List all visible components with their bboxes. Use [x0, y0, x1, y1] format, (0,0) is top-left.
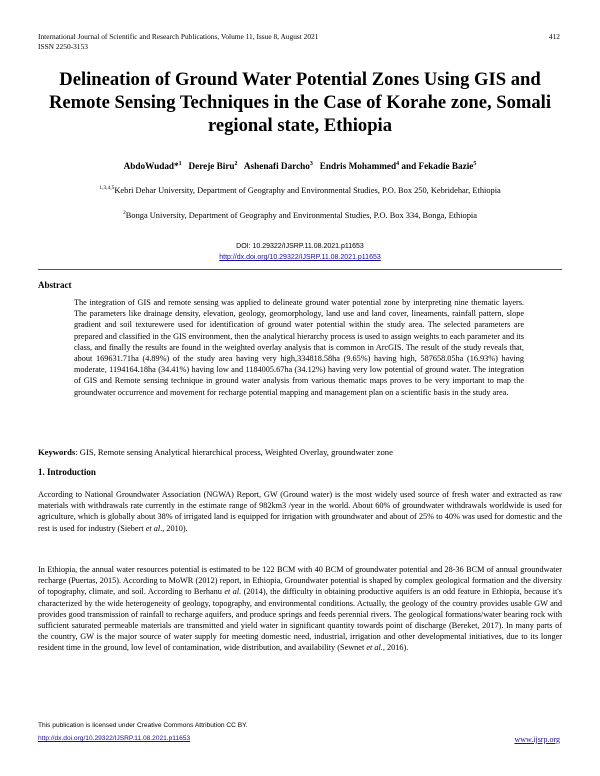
text-run: (2014), the difficulty in obtaining productive aquifers is an odd feature in Ethiopia, because it's characterized by the wide heterogeneity of geology, topography, and environmental conditions. Actually, the geology of the country provides usable GW and provides good transmission of rainfall to recharge aquifers, and produce springs and feeds perennial rivers. The geological formations/water bearing rock with sufficient saturated permeable materials are transmitted and yield water in significant quantity towards point of discharge (Bereket, 2017). In many parts of the country, GW is the major source of water supply for meeting domestic need, industrial, irrigation and other developmental initiatives, due to its longer resident time in the ground, low level of contamination, wide distribution, and availability (Sewnet [38, 587, 562, 653]
text-run: , 2016). [382, 643, 409, 653]
affiliation-sup: 2 [123, 210, 126, 216]
page-number: 412 [548, 32, 560, 41]
author-sup: 1 [178, 161, 182, 167]
abstract-text: The integration of GIS and remote sensing was applied to delineate ground water potential zone by interpreting nine thematic layers. The parameters like drainage density, elevation, geology, geomorphology, land use and land cover, lineaments, rainfall pattern, slope gradient and soil texturewere used for identification of ground water potential within the study area. The selected parameters are prepared and classified in the GIS environment, then the analytical hierarchy process is used to assign weights to each parameter and its class, and finally the results are found in the weighted overlay analysis that is common in ArcGIS. The result of the study reveals that, about 169631.71ha (4.89%) of the study area having very high,334818.58ha (9.65%) having high, 587658.05ha (16.93%) having moderate, 1194164.18ha (34.41%) having low and 1184005.67ha (34.12%) having very low potential of ground water. The integration of GIS and Remote sensing technique in ground water analysis from various thematic maps proves to be very important to map the groundwater occurrence and movement for recharge potential mapping and management plan on a scientific basis in the study area. [74, 298, 524, 397]
website-link[interactable]: www.ijsrp.org [514, 735, 560, 744]
paper-title: Delineation of Ground Water Potential Zones Using GIS and Remote Sensing Techniques in the Case of Korahe zone, Somali regional state, Ethiopia [48, 69, 552, 136]
footer-doi-link[interactable]: http://dx.doi.org/10.29322/IJSRP.11.08.2021.p11653 [38, 735, 191, 742]
affiliation-sup: 1,3,4,5 [99, 185, 115, 191]
keywords-text: : GIS, Remote sensing Analytical hierarchical process, Weighted Overlay, groundwater zone [75, 447, 393, 457]
journal-header [38, 32, 318, 52]
abstract-heading: Abstract [38, 280, 72, 290]
keywords [38, 447, 562, 457]
author-name: Dereje Biru [188, 161, 235, 172]
doi-link[interactable]: http://dx.doi.org/10.29322/IJSRP.11.08.2021.p11653 [219, 254, 381, 261]
author-name: AbdoWudad* [123, 161, 179, 172]
journal-name: International Journal of Scientific and Research Publications, Volume 11, Issue 8, August 2021 [38, 32, 319, 41]
doi-link-row [30, 254, 570, 261]
affiliation-2 [30, 210, 570, 220]
keywords-label: Keywords [38, 447, 76, 457]
affiliation-1 [30, 185, 570, 195]
author-name: and Fekadie Bazie [401, 161, 474, 172]
text-run: According to National Groundwater Association (NGWA) Report, GW (Ground water) is the most widely used source of fresh water and extracted as raw materials with withdrawals rate currently in the estimate range of 982km3 /year in the world. About 60% of groundwater withdrawals worldwide is used for agriculture, which is globally about 38% of irrigated land is equipped for irrigation with groundwater and about of 25% to 40% was used for domestic and the rest is used for industry (Siebert [38, 490, 562, 533]
intro-paragraph-2 [38, 564, 562, 654]
text-run: ., 2010). [160, 523, 188, 533]
author-sup: 3 [309, 161, 313, 167]
divider [38, 269, 562, 270]
author-list [30, 161, 570, 171]
text-run: In Ethiopia, the annual water resources potential is estimated to be 122 BCM with 40 BCM of groundwater potential and 28-36 BCM of annual groundwater recharge (Puertas, 2015). According to MoWR (2012) report, in Ethiopia, Groundwater potential is shaped by complex geological formation and the diversity of topography, climate, and soil. According to Berhanu [38, 565, 562, 597]
affiliation-text: Bonga University, Department of Geography and Environmental Studies, P.O. Box 334, Bonga, Ethiopia [125, 210, 477, 220]
text-run-italic: et al. [224, 587, 242, 597]
doi-label: DOI: 10.29322/IJSRP.11.08.2021.p11653 [236, 243, 364, 250]
issn: ISSN 2250-3153 [38, 42, 88, 51]
author-sup: 4 [396, 161, 400, 167]
text-run-italic: et al [145, 523, 161, 533]
license-note: This publication is licensed under Creative Commons Attribution CC BY. [38, 722, 248, 729]
affiliation-text: Kebri Dehar University, Department of Geography and Environmental Studies, P.O. Box 250, Kebridehar, Ethiopia [114, 185, 501, 195]
author-sup: 5 [473, 161, 477, 167]
introduction-heading: 1. Introduction [38, 467, 96, 477]
author-name: Endris Mohammed [319, 161, 397, 172]
author-sup: 2 [234, 161, 238, 167]
text-run-italic: et al. [366, 643, 383, 653]
author-name: Ashenafi Darcho [243, 161, 310, 172]
intro-paragraph-1 [38, 489, 562, 534]
